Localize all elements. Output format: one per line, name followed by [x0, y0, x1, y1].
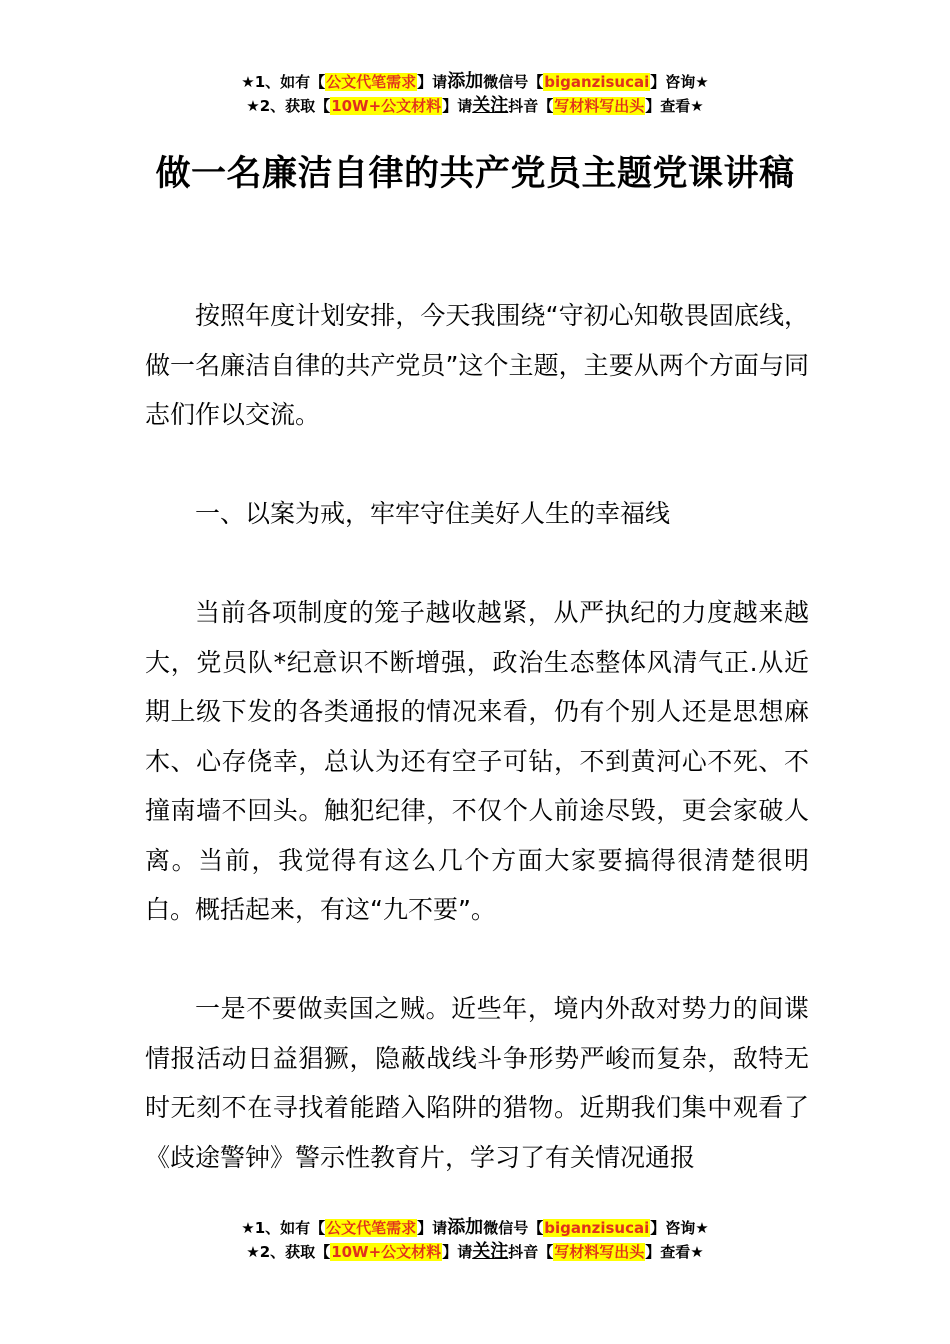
banner-text: 抖音【 [508, 1243, 554, 1261]
banner-emphasis: 关注 [472, 95, 509, 116]
paragraph-intro: 按照年度计划安排，今天我围绕“守初心知敬畏固底线，做一名廉洁自律的共产党员”这个主题，主要从两个方面与同志们作以交流。 [145, 301, 809, 429]
banner-highlight: 10W+公文材料 [331, 97, 442, 115]
banner-line-1 [0, 70, 950, 94]
banner-highlight: 10W+公文材料 [331, 1243, 442, 1261]
banner-text: 】请 [417, 73, 448, 91]
banner-line-1 [0, 1216, 950, 1240]
banner-line-2 [0, 1240, 950, 1264]
banner-text: ★1、如有【 [241, 73, 326, 91]
section-heading: 一、以案为戒，牢牢守住美好人生的幸福线 [195, 499, 671, 528]
banner-text: 抖音【 [508, 97, 554, 115]
banner-text: 】请 [417, 1219, 448, 1237]
banner-text: ★2、获取【 [246, 97, 331, 115]
footer-banner [0, 1216, 950, 1264]
banner-highlight: 公文代笔需求 [326, 1219, 417, 1237]
document-title: 做一名廉洁自律的共产党员主题党课讲稿 [155, 154, 795, 194]
banner-text: 】查看★ [645, 97, 704, 115]
banner-highlight: 写材料写出头 [554, 1243, 645, 1261]
banner-emphasis: 关注 [472, 1241, 509, 1262]
banner-text: ★2、获取【 [246, 1243, 331, 1261]
banner-text: 】请 [442, 1243, 473, 1261]
banner-text: 】咨询★ [650, 1219, 709, 1237]
banner-highlight: biganzisucai [544, 73, 650, 91]
paragraph: 一是不要做卖国之贼。近些年，境内外敌对势力的间谍情报活动日益猖獗，隐蔽战线斗争形势严峻而复杂，敌特无时无刻不在寻找着能踏入陷阱的猎物。近期我们集中观看了《歧途警钟》警示性教育片，学习了有关情况通报 [145, 994, 809, 1172]
header-banner [0, 70, 950, 118]
paragraph: 当前各项制度的笼子越收越紧，从严执纪的力度越来越大，党员队*纪意识不断增强，政治生态整体风清气正.从近期上级下发的各类通报的情况来看，仍有个别人还是思想麻木、心存侥幸，总认为还有空子可钻，不到黄河心不死、不撞南墙不回头。触犯纪律，不仅个人前途尽毁，更会家破人离。当前，我觉得有这么几个方面大家要搞得很清楚很明白。概括起来，有这“九不要”。 [145, 598, 809, 924]
banner-text: 】咨询★ [650, 73, 709, 91]
banner-text: 】请 [442, 97, 473, 115]
banner-text: 】查看★ [645, 1243, 704, 1261]
banner-highlight: biganzisucai [544, 1219, 650, 1237]
banner-text: ★1、如有【 [241, 1219, 326, 1237]
banner-emphasis: 添加 [447, 71, 484, 92]
banner-highlight: 写材料写出头 [554, 97, 645, 115]
banner-text: 微信号【 [483, 73, 544, 91]
banner-line-2 [0, 94, 950, 118]
banner-highlight: 公文代笔需求 [326, 73, 417, 91]
banner-text: 微信号【 [483, 1219, 544, 1237]
document-body [145, 291, 809, 1182]
banner-emphasis: 添加 [447, 1217, 484, 1238]
